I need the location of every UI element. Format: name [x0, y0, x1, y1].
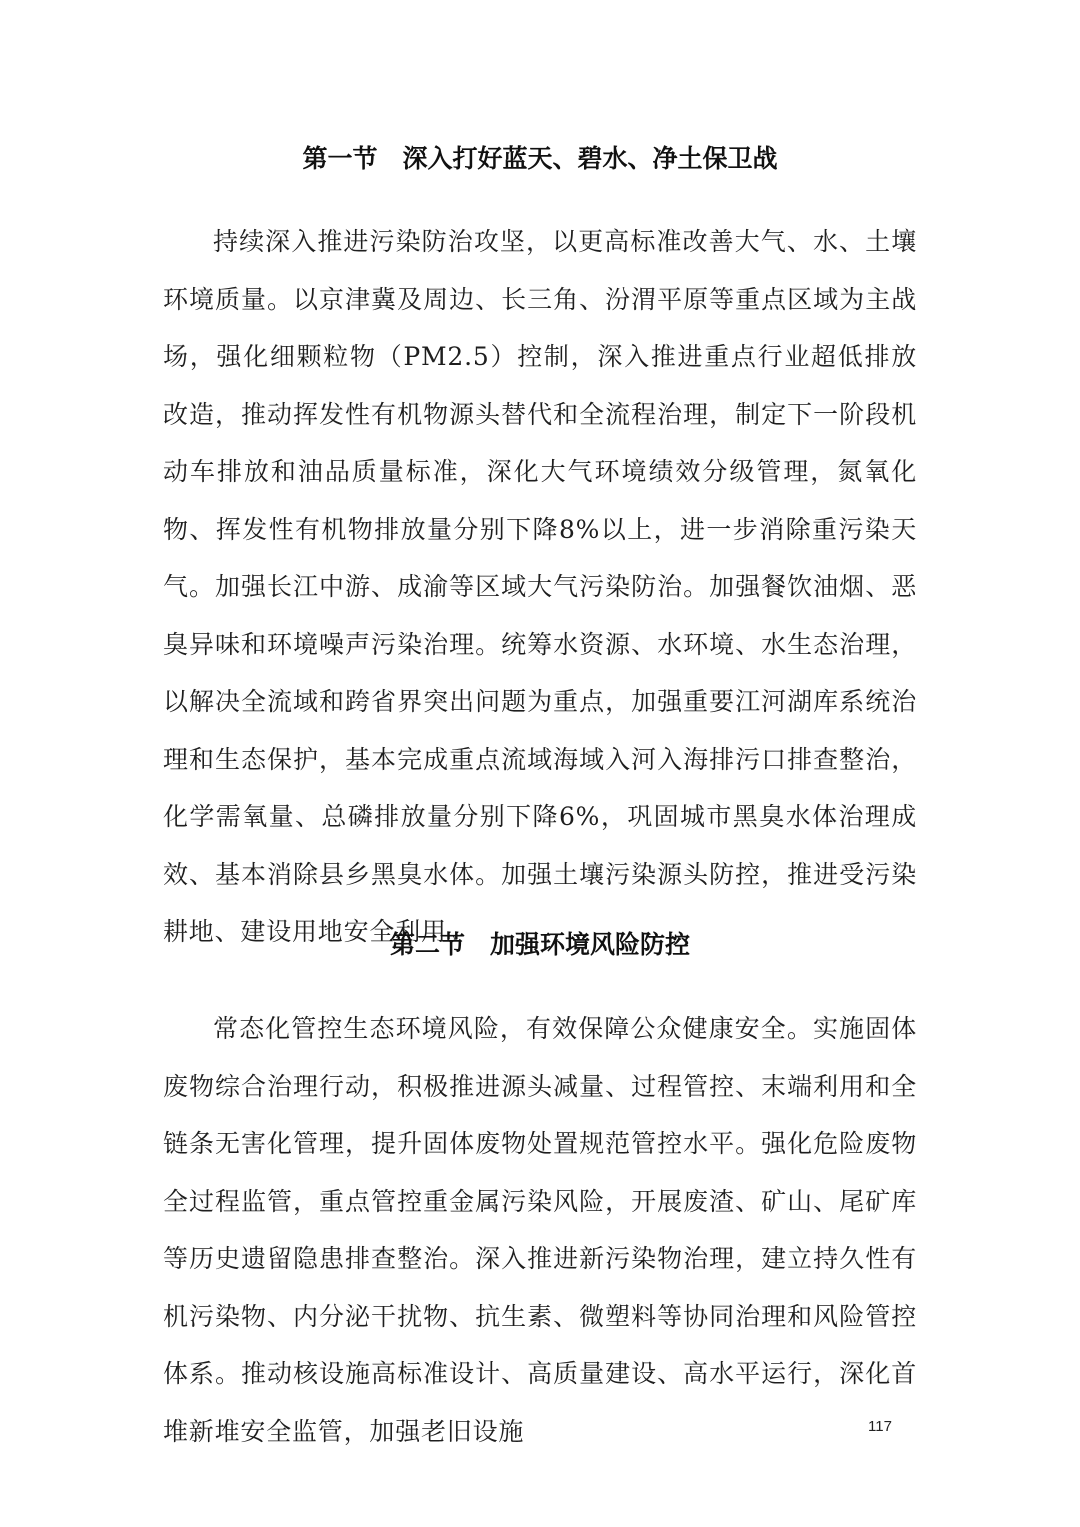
section-2-heading: 第二节 加强环境风险防控 — [389, 930, 690, 959]
page-number: 117 — [868, 1418, 892, 1435]
section-1-paragraph: 持续深入推进污染防治攻坚，以更高标准改善大气、水、土壤环境质量。以京津冀及周边、长三角、汾渭平原等重点区域为主战场，强化细颗粒物（PM2.5）控制，深入推进重点行业超低排放改造，推动挥发性有机物源头替代和全流程治理，制定下一阶段机动车排放和油品质量标准，深化大气环境绩效分级管理，氮氧化物、挥发性有机物排放量分别下降8%以上，进一步消除重污染天气。加强长江中游、成渝等区域大气污染防治。加强餐饮油烟、恶臭异味和环境噪声污染治理。统筹水资源、水环境、水生态治理，以解决全流域和跨省界突出问题为重点，加强重要江河湖库系统治理和生态保护，基本完成重点流域海域入河入海排污口排查整治，化学需氧量、总磷排放量分别下降6%，巩固城市黑臭水体治理成效、基本消除县乡黑臭水体。加强土壤污染源头防控，推进受污染耕地、建设用地安全利用。 — [163, 227, 917, 946]
section-2-paragraph: 常态化管控生态环境风险，有效保障公众健康安全。实施固体废物综合治理行动，积极推进源头减量、过程管控、末端利用和全链条无害化管理，提升固体废物处置规范管控水平。强化危险废物全过程监管，重点管控重金属污染风险，开展废渣、矿山、尾矿库等历史遗留隐患排查整治。深入推进新污染物治理，建立持久性有机污染物、内分泌干扰物、抗生素、微塑料等协同治理和风险管控体系。推动核设施高标准设计、高质量建设、高水平运行，深化首堆新堆安全监管，加强老旧设施 — [163, 1014, 917, 1446]
section-1-heading: 第一节 深入打好蓝天、碧水、净土保卫战 — [302, 144, 778, 173]
